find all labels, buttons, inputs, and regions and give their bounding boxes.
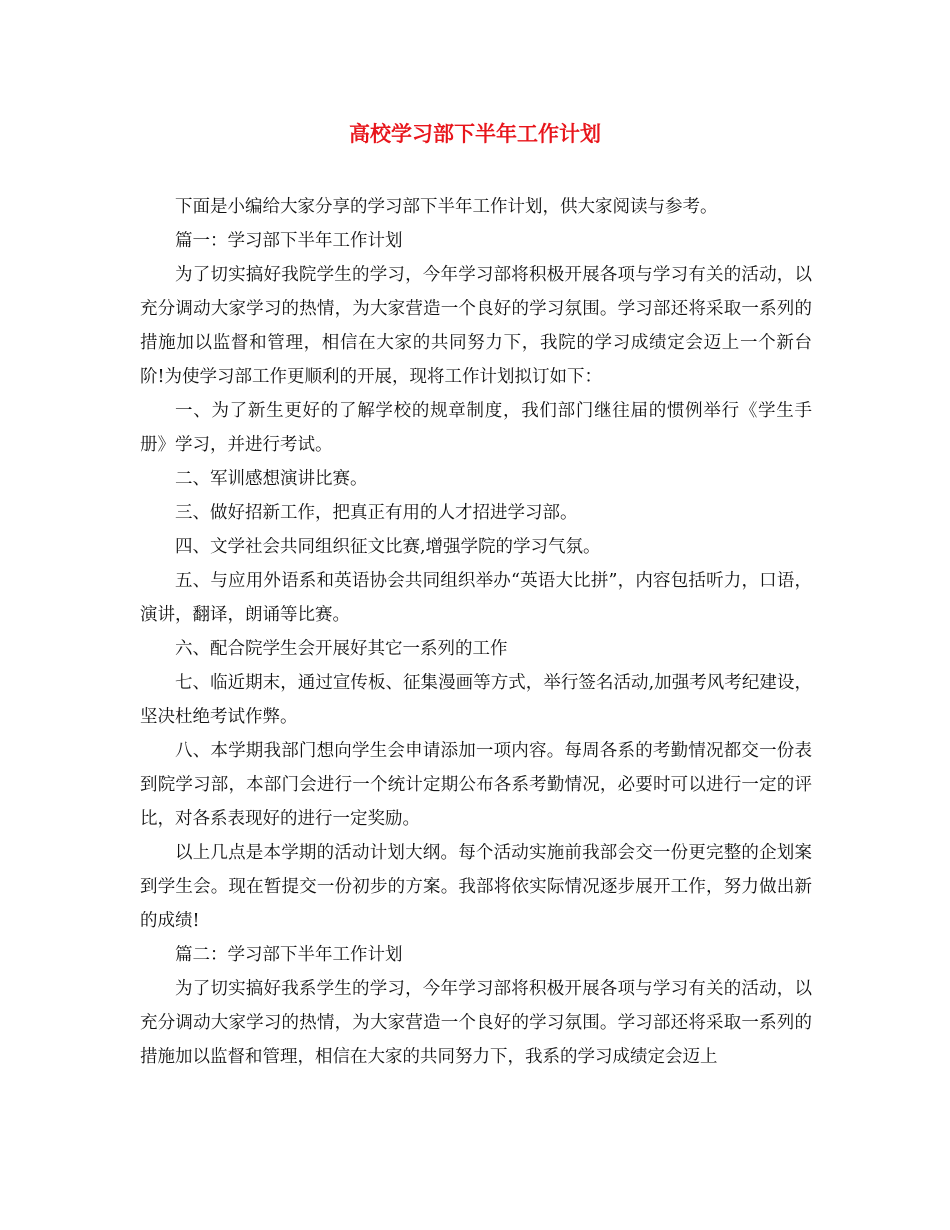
plan-item-6: 六、配合院学生会开展好其它一系列的工作 — [175, 639, 508, 659]
document-body — [140, 190, 812, 1074]
paragraph-intro: 下面是小编给大家分享的学习部下半年工作计划，供大家阅读与参考。 — [175, 197, 718, 217]
plan-item-7: 七、临近期末，通过宣传板、征集漫画等方式，举行签名活动,加强考风考纪建设，坚决杜绝考试作弊。 — [140, 673, 812, 727]
plan-item-5: 五、与应用外语系和英语协会共同组织举办“英语大比拼”，内容包括听力，口语，演讲，翻译，朗诵等比赛。 — [140, 571, 812, 625]
section-heading-part-2: 篇二：学习部下半年工作计划 — [175, 945, 403, 965]
section-heading-part-1: 篇一：学习部下半年工作计划 — [175, 231, 403, 251]
paragraph-part-1-conclusion: 以上几点是本学期的活动计划大纲。每个活动实施前我部会交一份更完整的企划案到学生会。现在暂提交一份初步的方案。我部将依实际情况逐步展开工作，努力做出新的成绩! — [140, 843, 812, 931]
plan-item-8: 八、本学期我部门想向学生会申请添加一项内容。每周各系的考勤情况都交一份表到院学习部，本部门会进行一个统计定期公布各系考勤情况，必要时可以进行一定的评比，对各系表现好的进行一定奖励。 — [140, 741, 812, 829]
plan-item-1: 一、为了新生更好的了解学校的规章制度，我们部门继往届的惯例举行《学生手册》学习，并进行考试。 — [140, 401, 812, 455]
paragraph-part-1-intro: 为了切实搞好我院学生的学习，今年学习部将积极开展各项与学习有关的活动，以充分调动大家学习的热情，为大家营造一个良好的学习氛围。学习部还将采取一系列的措施加以监督和管理，相信在大家的共同努力下，我院的学习成绩定会迈上一个新台阶!为使学习部工作更顺利的开展，现将工作计划拟订如下： — [140, 265, 812, 387]
plan-item-4: 四、文学社会共同组织征文比赛,增强学院的学习气氛。 — [175, 537, 601, 557]
document-title: 高校学习部下半年工作计划 — [349, 122, 601, 146]
paragraph-part-2-intro: 为了切实搞好我系学生的学习，今年学习部将积极开展各项与学习有关的活动，以充分调动大家学习的热情，为大家营造一个良好的学习氛围。学习部还将采取一系列的措施加以监督和管理，相信在大家的共同努力下，我系的学习成绩定会迈上 — [140, 979, 812, 1067]
plan-item-3: 三、做好招新工作，把真正有用的人才招进学习部。 — [175, 503, 578, 523]
plan-item-2: 二、军训感想演讲比赛。 — [175, 469, 368, 489]
